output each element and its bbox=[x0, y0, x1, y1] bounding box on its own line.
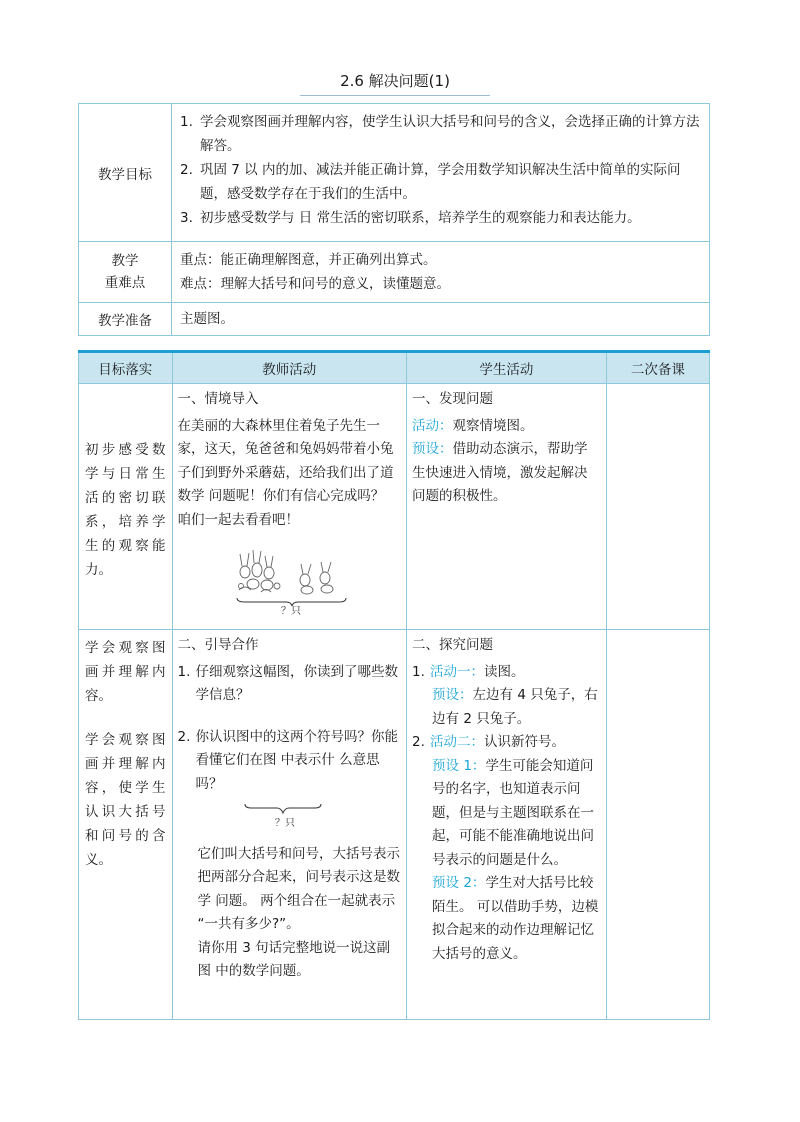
key-point-text: 重点：能正确理解图意，并正确列出算式。 bbox=[180, 252, 437, 268]
question-number: 1. bbox=[177, 663, 191, 680]
goal-number: 2. bbox=[180, 162, 193, 178]
row2-student-cell bbox=[407, 630, 607, 1020]
row2-teacher-heading: 二、引导合作 bbox=[177, 637, 259, 653]
goal-text: 初步感受数学与 日 常生活的密切联系，培养学生的观察能力和表达能力。 bbox=[200, 210, 641, 226]
right-rabbit-group bbox=[300, 562, 333, 594]
key-points-row bbox=[79, 242, 710, 303]
question-number: 2. bbox=[177, 728, 191, 745]
activity-label: 活动： bbox=[412, 417, 453, 434]
row1-preset bbox=[412, 438, 601, 509]
preset-text: 学生对大括号比较陌生。 可以借助手势，边模拟合起来的动作边理解记忆大括号的意义。 bbox=[432, 875, 599, 962]
brace-caption: ？只 bbox=[274, 818, 295, 829]
row1-student-heading: 一、发现问题 bbox=[412, 391, 494, 407]
student-activity-2 bbox=[412, 731, 601, 755]
header-teacher: 教师活动 bbox=[172, 352, 407, 384]
header-goal: 目标落实 bbox=[79, 352, 173, 384]
overview-table bbox=[78, 103, 710, 336]
goals-row bbox=[79, 104, 710, 242]
activity-text: 观察情境图。 bbox=[452, 417, 534, 434]
teacher-question-1 bbox=[178, 661, 402, 708]
activity-text: 读图。 bbox=[484, 663, 525, 680]
goal-item-1 bbox=[180, 110, 701, 158]
lesson-row-2 bbox=[79, 630, 710, 1020]
activity-number: 1. bbox=[412, 663, 425, 680]
brace-question-figure bbox=[243, 798, 323, 830]
goal-item-2 bbox=[180, 158, 701, 206]
row2-teacher-cell bbox=[172, 630, 407, 1020]
student-preset-3 bbox=[412, 872, 601, 966]
question-text: 仔细观察这幅图，你读到了哪些数学信息？ bbox=[195, 663, 399, 703]
brace-symbol bbox=[245, 804, 321, 813]
row1-teacher-cell bbox=[172, 384, 407, 630]
rabbits-illustration bbox=[231, 540, 351, 615]
key-points-label bbox=[79, 242, 172, 303]
activity-number: 2. bbox=[412, 734, 425, 750]
row1-student-cell bbox=[407, 384, 607, 630]
prep-cell: 主题图。 bbox=[172, 303, 710, 336]
goals-cell bbox=[172, 104, 710, 242]
goals-label: 教学目标 bbox=[79, 104, 172, 242]
row1-activity bbox=[412, 415, 601, 439]
header-notes: 二次备课 bbox=[606, 352, 709, 384]
difficult-point-text: 难点：理解大括号和问号的意义，读懂题意。 bbox=[180, 276, 450, 292]
prep-label: 教学准备 bbox=[79, 303, 172, 336]
preset-text: 借助动态演示，帮助学生快速进入情境，激发起解决问题的积极性。 bbox=[412, 441, 588, 504]
key-label-line-1: 教学 bbox=[111, 253, 139, 269]
goal-number: 1. bbox=[180, 114, 193, 130]
header-student: 学生活动 bbox=[407, 352, 607, 384]
row1-notes-cell bbox=[606, 384, 709, 630]
illustration-brace bbox=[237, 598, 346, 606]
lesson-row-1 bbox=[79, 384, 710, 630]
row2-notes-cell bbox=[606, 630, 709, 1020]
goal-text: 巩固 7 以 内的加、减法并能正确计算，学会用数学知识解决生活中简单的实际问题，感受数学存在于我们的生活中。 bbox=[200, 162, 681, 202]
left-rabbit-group bbox=[238, 550, 280, 592]
preset-text: 左边有 4 只兔子，右边有 2 只兔子。 bbox=[432, 687, 598, 727]
preset-label: 预设： bbox=[432, 687, 473, 703]
goal-text: 学会观察图画并理解内容，使学生认识大括号和问号的含义，会选择正确的计算方法解答。 bbox=[200, 114, 700, 154]
goal-number: 3. bbox=[180, 210, 193, 226]
lesson-header-row bbox=[79, 352, 710, 384]
row2-student-heading: 二、探究问题 bbox=[412, 637, 494, 653]
row1-goal-text: 初步感受数学与日常生活的密切联系，培养学生的观察能力。 bbox=[85, 441, 166, 578]
activity-text: 认识新符号。 bbox=[484, 734, 566, 750]
page-title-wrap bbox=[300, 70, 490, 96]
activity-label: 活动二： bbox=[430, 734, 485, 750]
student-activity-1 bbox=[412, 661, 601, 685]
key-points-cell bbox=[172, 242, 710, 303]
row2-goal-cell bbox=[79, 630, 173, 1020]
key-label-line-2: 重难点 bbox=[104, 275, 146, 291]
row1-goal-cell bbox=[79, 384, 173, 630]
teacher-question-2 bbox=[178, 726, 402, 797]
page-title: 2.6 解决问题(1) bbox=[300, 70, 490, 96]
row2-goal-text-2: 学会观察图画并理解内容，使学生认识大括号和问号的含义。 bbox=[85, 732, 166, 868]
row1-teacher-text: 在美丽的大森林里住着兔子先生一家，这天，兔爸爸和兔妈妈带着小兔子们到野外采蘑菇，还给我们出了道数学 问题呢！你们有信心完成吗？ 咱们一起去看看吧！ bbox=[177, 417, 394, 528]
question-text: 你认识图中的这两个符号吗？你能看懂它们在图 中表示什 么意思吗？ bbox=[195, 728, 399, 792]
student-preset-2 bbox=[412, 755, 601, 873]
preset-label: 预设 2： bbox=[432, 875, 486, 891]
preset-label: 预设 1： bbox=[432, 757, 486, 774]
row1-teacher-heading: 一、情境导入 bbox=[177, 391, 259, 407]
row2-goal-text-1: 学会观察图画并理解内容。 bbox=[85, 640, 166, 704]
goal-item-3 bbox=[180, 206, 701, 230]
preset-label: 预设： bbox=[412, 441, 453, 457]
teacher-ask: 请你用 3 句话完整地说一说这副图 中的数学问题。 bbox=[197, 939, 391, 979]
activity-label: 活动一： bbox=[430, 663, 485, 680]
teacher-explanation: 它们叫大括号和问号，大括号表示把两部分合起来，问号表示这是数学 问题。 两个组合在一起就表示 “一共有多少?”。 bbox=[197, 845, 401, 932]
illustration-caption: ？只 bbox=[280, 606, 301, 615]
prep-row bbox=[79, 303, 710, 336]
preset-text: 学生可能会知道问号的名字，也知道表示问题，但是与主题图联系在一起，可能不能准确地说出问号表示的问题是什么。 bbox=[432, 757, 595, 868]
lesson-table bbox=[78, 350, 710, 1020]
student-preset-1 bbox=[412, 684, 601, 731]
